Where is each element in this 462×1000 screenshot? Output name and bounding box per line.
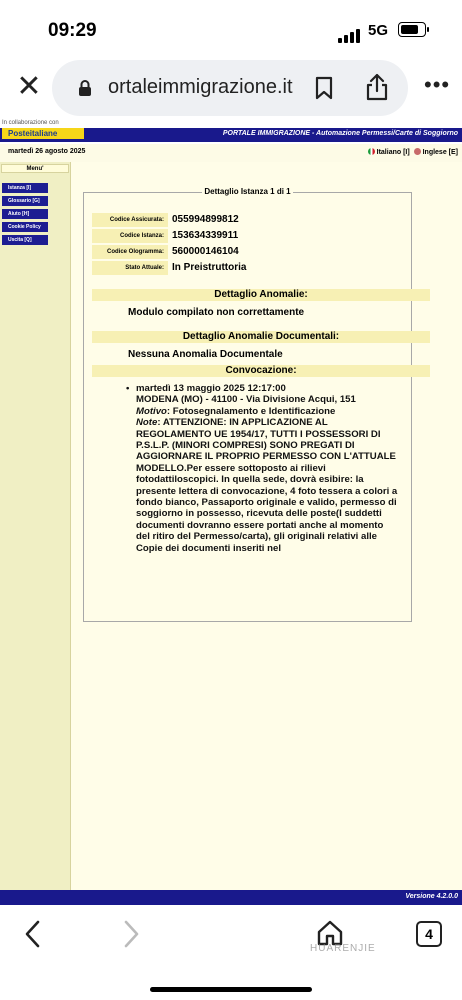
field-row: [92, 245, 412, 259]
date-band: [0, 144, 462, 163]
browser-toolbar: [0, 60, 462, 118]
home-indicator[interactable]: [150, 987, 312, 992]
main-content: [71, 162, 462, 890]
field-value: In Preistruttoria: [172, 262, 247, 273]
convocazione-item: [126, 383, 398, 554]
web-page: [0, 118, 462, 905]
more-menu-icon[interactable]: •••: [424, 72, 451, 97]
lang-italian-link[interactable]: Italiano [I]: [376, 149, 410, 156]
address-bar[interactable]: [52, 60, 408, 116]
sidebar-item-glossario[interactable]: Glossario [G]: [2, 196, 48, 206]
poste-logo[interactable]: Posteitaliane: [2, 128, 84, 139]
portal-title: PORTALE IMMIGRAZIONE - Automazione Permessi/Carte di Soggiorno: [222, 130, 458, 137]
tab-switcher-button[interactable]: 4: [416, 921, 442, 947]
network-label: 5G: [368, 22, 389, 39]
detail-panel: [83, 187, 412, 622]
bullet-icon: •: [126, 383, 130, 394]
motivo-text: : Fotosegnalamento e Identificazione: [166, 405, 336, 417]
sidebar-item-cookie-policy[interactable]: Cookie Policy: [2, 222, 48, 232]
note-label: Note: [136, 417, 158, 429]
field-label: Stato Attuale:: [92, 261, 168, 275]
current-date: martedì 26 agosto 2025: [8, 148, 86, 155]
field-label: Codice Istanza:: [92, 229, 168, 243]
url-text[interactable]: ortaleimmigrazione.it: [108, 76, 293, 98]
forward-arrow-icon[interactable]: [120, 919, 142, 949]
english-flag-icon: [414, 148, 421, 155]
lang-english-link[interactable]: Inglese [E]: [422, 149, 458, 156]
signal-icon: [338, 25, 362, 43]
note-text: : ATTENZIONE: IN APPLICAZIONE AL REGOLAMENTO UE 1954/17, TUTTI I POSSESSORI DI P.S.L.P. (MINORI COMPRESI) SONO PREGATI DI AGGIORNARE IL PROPRIO PERMESSO CON L'ATTUALE MODELLO.Per essere sottoposto ai rilievi fotodattiloscopici. In quella sede, dovrà esibire: la presente lettera di convocazione, 4 foto tessera a colori a fondo bianco, Passaporto originale e valido, permesso di soggiorno in possesso, ricevuta delle poste(I suddetti documenti dovranno essere portati anche al momento del ritiro del Permesso/carta), gli originali relativi alle Copie dei documenti inseriti nel: [136, 417, 398, 554]
motivo-label: Motivo: [136, 405, 167, 417]
field-value: 560000146104: [172, 246, 239, 257]
anomalie-doc-text: Nessuna Anomalia Documentale: [128, 349, 283, 360]
field-row: [92, 213, 412, 227]
share-icon[interactable]: [364, 72, 390, 102]
back-arrow-icon[interactable]: [22, 919, 44, 949]
bookmark-icon[interactable]: [314, 76, 334, 100]
convocazione-address: MODENA (MO) - 41100 - Via Divisione Acqui, 151: [136, 394, 356, 406]
convocazione-datetime: martedì 13 maggio 2025 12:17:00: [136, 383, 286, 394]
field-row: [92, 229, 412, 243]
sidebar-item-istanza[interactable]: Istanza [I]: [2, 183, 48, 193]
watermark: HUARENJIE: [310, 943, 376, 954]
anomalie-text: Modulo compilato non correttamente: [128, 307, 305, 318]
lock-icon: [78, 79, 92, 97]
language-switch: [368, 148, 458, 156]
battery-icon: [398, 22, 426, 37]
field-value: 055994899812: [172, 214, 239, 225]
browser-bottom-bar: [0, 905, 462, 1000]
version-label: Versione 4.2.0.0: [405, 893, 458, 900]
status-bar: [0, 0, 462, 60]
italian-flag-icon: [368, 148, 375, 155]
clock: 09:29: [48, 20, 97, 41]
collab-note: In collaborazione con: [2, 120, 59, 126]
close-icon[interactable]: ✕: [16, 70, 42, 103]
field-row: [92, 261, 412, 275]
field-value: 153634339911: [172, 230, 239, 241]
sidebar-item-aiuto[interactable]: Aiuto [H]: [2, 209, 48, 219]
menu-heading: Menu': [1, 164, 69, 173]
detail-title: Dettaglio Istanza 1 di 1: [204, 187, 291, 196]
field-label: Codice Ologramma:: [92, 245, 168, 259]
sidebar-item-uscita[interactable]: Uscita [Q]: [2, 235, 48, 245]
anomalie-doc-heading: Dettaglio Anomalie Documentali:: [92, 331, 430, 343]
sidebar: [0, 162, 71, 890]
version-band: [0, 890, 462, 905]
field-label: Codice Assicurata:: [92, 213, 168, 227]
convocazione-heading: Convocazione:: [92, 365, 430, 377]
anomalie-heading: Dettaglio Anomalie:: [92, 289, 430, 301]
